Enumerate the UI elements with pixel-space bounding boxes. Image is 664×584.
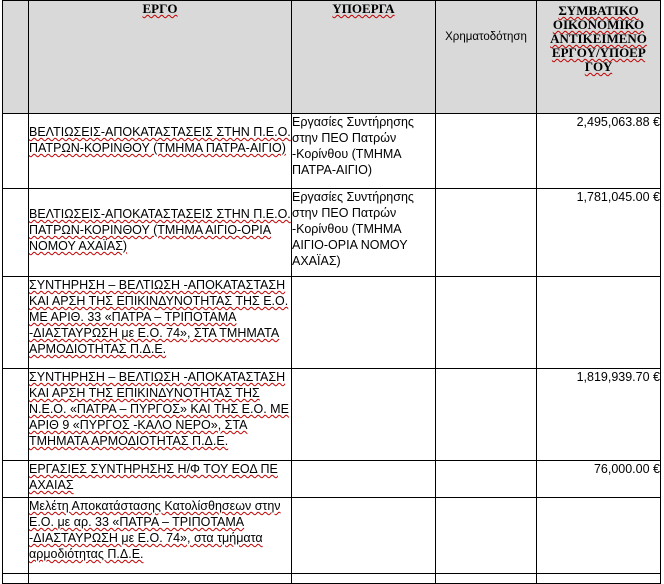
table-row (3, 189, 661, 277)
header-amount-line: ΑΝΤΙΚΕΙΜΕΝΟ (550, 31, 647, 46)
ergo-cell (29, 189, 292, 277)
header-amount-line: ΣΥΜΒΑΤΙΚΟ (558, 3, 639, 18)
header-amount (537, 1, 661, 114)
row-blank-cell (3, 498, 29, 574)
header-funding (436, 1, 537, 114)
ypoerga-cell (292, 498, 436, 574)
funding-cell (436, 461, 537, 498)
amount-text: 2,495,063.88 € (576, 115, 660, 129)
table-row (3, 461, 661, 498)
funding-cell (436, 189, 537, 277)
row-blank-cell (3, 189, 29, 277)
amount-cell (537, 498, 661, 574)
funding-cell (436, 277, 537, 369)
amount-cell (537, 369, 661, 461)
ypoerga-cell (292, 369, 436, 461)
funding-cell (436, 369, 537, 461)
ypoerga-text: Εργασίες Συντήρησης στην ΠΕΟ Πατρών -Κορίνθου (ΤΜΗΜΑ ΠΑΤΡΑ-ΑΙΓΙΟ) (292, 115, 414, 177)
projects-table (2, 0, 661, 584)
ergo-text: ΣΥΝΤΗΡΗΣΗ – ΒΕΛΤΙΩΣΗ -ΑΠΟΚΑΤΑΣΤΑΣΗ ΚΑΙ ΑΡΣΗ ΤΗΣ ΕΠΙΚΙΝΔΥΝΟΤΗΤΑΣ ΤΗΣ Ε.Ο. ΜΕ ΑΡΙΘ. 33 «ΠΑΤΡΑ – ΤΡΙΠΟΤΑΜΑ -ΔΙΑΣΤΑΥΡΩΣΗ με Ε.Ο. 74», ΣΤΑ ΤΜΗΜΑΤΑ ΑΡΜΟΔΙΟΤΗΤΑΣ Π.Δ.Ε. (29, 278, 289, 356)
amount-text: 1,781,045.00 € (576, 190, 660, 204)
amount-text: 76,000.00 € (593, 462, 660, 476)
ypoerga-text: Εργασίες Συντήρησης στην ΠΕΟ Πατρών -Κορίνθου (ΤΜΗΜΑ ΑΙΓΙΟ-ΟΡΙΑ ΝΟΜΟΥ ΑΧΑΪΑΣ) (292, 190, 414, 268)
ergo-cell (29, 461, 292, 498)
amount-text: 1,819,939.70 € (576, 370, 660, 384)
row-blank-cell (3, 277, 29, 369)
header-row (3, 1, 661, 114)
ergo-text: ΕΡΓΑΣΙΕΣ ΣΥΝΤΗΡΗΣΗΣ Η/Φ ΤΟΥ ΕΟΔ ΠΕ ΑΧΑΙΑΣ (29, 462, 278, 492)
ypoerga-cell (292, 189, 436, 277)
amount-cell (537, 574, 661, 584)
ergo-cell (29, 114, 292, 189)
ergo-text: ΣΥΝΤΗΡΗΣΗ – ΒΕΛΤΙΩΣΗ -ΑΠΟΚΑΤΑΣΤΑΣΗ ΚΑΙ ΑΡΣΗ ΤΗΣ ΕΠΙΚΙΝΔΥΝΟΤΗΤΑΣ ΤΗΣ Ν.Ε.Ο. «ΠΑΤΡΑ – ΠΥΡΓΟΣ» ΚΑΙ ΤΗΣ Ε.Ο. ΜΕ ΑΡΙΘ 9 «ΠΥΡΓΟΣ -ΚΑΛΟ ΝΕΡΟ», ΣΤΑ ΤΜΗΜΑΤΑ ΑΡΜΟΔΙΟΤΗΤΑΣ Π.Δ.Ε. (29, 370, 289, 448)
row-blank-cell (3, 574, 29, 584)
header-amount-line: ΓΟΥ (584, 59, 613, 74)
ergo-cell (29, 574, 292, 584)
row-blank-cell (3, 114, 29, 189)
amount-cell (537, 277, 661, 369)
amount-cell (537, 114, 661, 189)
header-amount-line: ΟΙΚΟΝΟΜΙΚΟ (552, 17, 645, 32)
header-ergo: ΕΡΓΟ (29, 1, 292, 114)
header-funding-label: Χρηματοδότηση (445, 31, 527, 43)
row-blank-cell (3, 369, 29, 461)
funding-cell (436, 498, 537, 574)
header-blank-cell (3, 1, 29, 114)
header-ypoerga: ΥΠΟΕΡΓΑ (292, 1, 436, 114)
table-row (3, 498, 661, 574)
table-row-partial (3, 574, 661, 584)
amount-cell (537, 189, 661, 277)
row-blank-cell (3, 461, 29, 498)
ergo-cell (29, 369, 292, 461)
ergo-text: ΒΕΛΤΙΩΣΕΙΣ-ΑΠΟΚΑΤΑΣΤΑΣΕΙΣ ΣΤΗΝ Π.Ε.Ο. ΠΑΤΡΩΝ-ΚΟΡΙΝΘΟΥ (ΤΜΗΜΑ ΠΑΤΡΑ-ΑΙΓΙΟ) (29, 125, 291, 155)
ypoerga-cell (292, 574, 436, 584)
table-row (3, 277, 661, 369)
header-amount-line: ΕΡΓΟΥ/ΥΠΟΕΡ (551, 45, 646, 60)
funding-cell (436, 114, 537, 189)
amount-cell (537, 461, 661, 498)
ergo-text: Μελέτη Αποκατάστασης Κατολίσθησεων στην Ε.Ο. με αρ. 33 «ΠΑΤΡΑ – ΤΡΙΠΟΤΑΜΑ -ΔΙΑΣΤΑΥΡΩΣΗ με Ε.Ο. 74», στα τμήματα αρμοδιότητας Π.Δ.Ε. (29, 499, 281, 561)
ergo-cell (29, 498, 292, 574)
table-row (3, 114, 661, 189)
ypoerga-cell (292, 114, 436, 189)
ypoerga-cell (292, 277, 436, 369)
funding-cell (436, 574, 537, 584)
table-row (3, 369, 661, 461)
ergo-cell (29, 277, 292, 369)
ergo-text: ΒΕΛΤΙΩΣΕΙΣ-ΑΠΟΚΑΤΑΣΤΑΣΕΙΣ ΣΤΗΝ Π.Ε.Ο. ΠΑΤΡΩΝ-ΚΟΡΙΝΘΟΥ (ΤΜΗΜΑ ΑΙΓΙΟ-ΟΡΙΑ ΝΟΜΟΥ ΑΧΑΪΑΣ) (29, 207, 291, 253)
ypoerga-cell (292, 461, 436, 498)
